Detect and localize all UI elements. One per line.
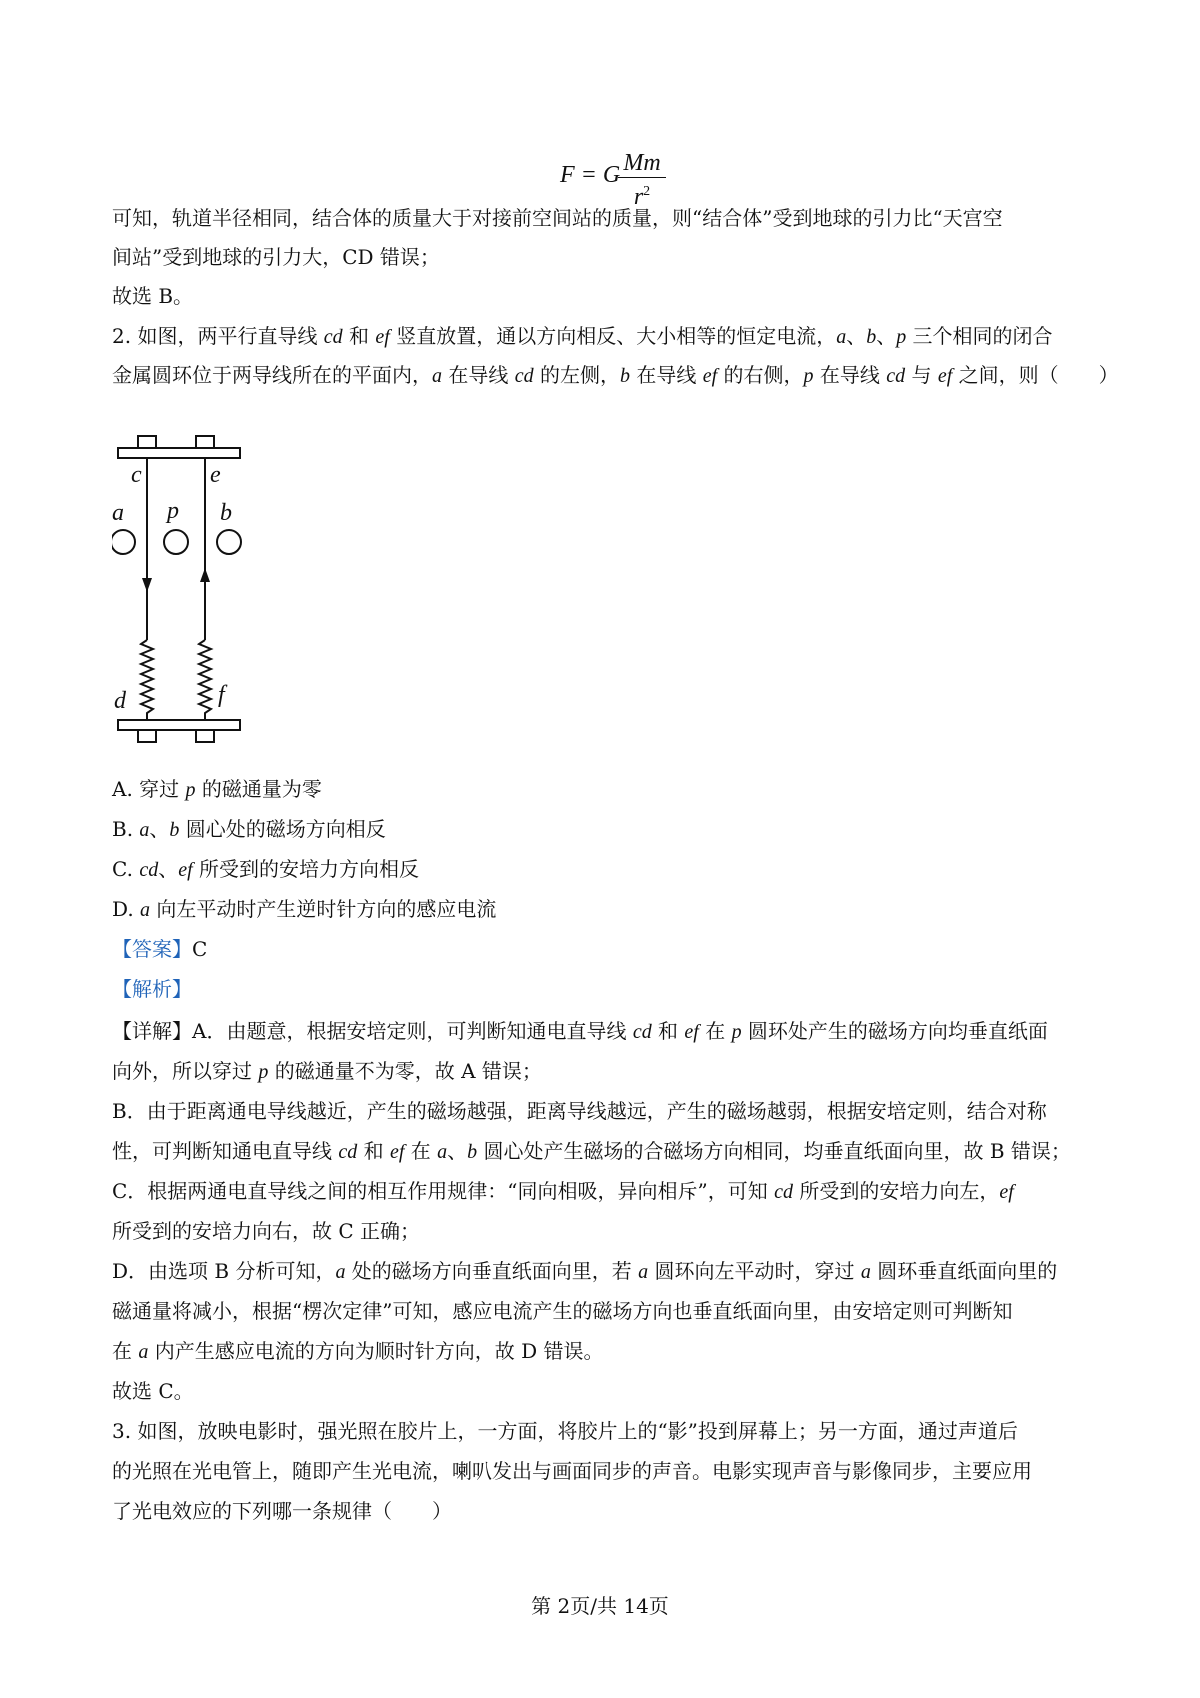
t: ef (999, 1181, 1014, 1203)
t: b (467, 1141, 478, 1163)
t: 向左平动时产生逆时针方向的感应电流 (150, 897, 497, 921)
t: ef (937, 365, 953, 387)
t: cd (632, 1021, 652, 1043)
t: 在导线 (629, 363, 703, 387)
t: 、 (149, 817, 170, 841)
t: b (169, 819, 180, 841)
answer-label: 【答案】 (112, 937, 192, 961)
formula-fraction (618, 150, 666, 210)
t: cd (139, 859, 159, 881)
t: p (896, 326, 907, 348)
t: a (860, 1261, 871, 1283)
t: a (138, 1341, 149, 1363)
q2-line2 (112, 361, 1119, 390)
t: 圆环处产生的磁场方向均垂直纸面 (741, 1019, 1048, 1043)
option-b (112, 815, 386, 844)
detail-line6: 所受到的安培力向右，故 C 正确； (112, 1219, 421, 1243)
label-d: d (114, 688, 126, 714)
t: A. 穿过 (112, 777, 186, 801)
t: p (258, 1061, 269, 1083)
t: 在导线 (813, 363, 887, 387)
q3-line3: 了光电效应的下列哪一条规律（ ） (112, 1499, 452, 1523)
t: p (185, 779, 196, 801)
bottom-plate (118, 720, 240, 730)
detail-line10: 故选 C。 (112, 1379, 194, 1403)
t: 内产生感应电流的方向为顺时针方向，故 D 错误。 (148, 1339, 604, 1363)
t: cd (514, 365, 534, 387)
detail-line2 (112, 1057, 542, 1086)
t: b (619, 365, 630, 387)
t: 【详解】A．由题意，根据安培定则，可判断知通电直导线 (112, 1019, 633, 1043)
t: ef (684, 1021, 699, 1043)
t: 圆心处的磁场方向相反 (179, 817, 386, 841)
t: 的右侧， (717, 363, 804, 387)
spring-left (141, 640, 153, 720)
t: p (731, 1021, 742, 1043)
t: 、 (846, 324, 867, 348)
t: a (437, 1141, 448, 1163)
t: ef (702, 365, 718, 387)
page-footer: 第 2页/共 14页 (531, 1594, 669, 1618)
formula-lhs: F = G (560, 162, 621, 188)
t: 圆环垂直纸面向里的 (870, 1259, 1058, 1283)
formula-power: 2 (643, 184, 651, 199)
t: 处的磁场方向垂直纸面向里，若 (345, 1259, 639, 1283)
detail-line3: B．由于距离通电导线越近，产生的磁场越强，距离导线越远，产生的磁场越弱，根据安培定则，结合对称 (112, 1099, 1047, 1123)
option-d (112, 895, 496, 924)
t: p (803, 365, 814, 387)
ring-a (112, 530, 135, 554)
ring-b (217, 530, 241, 554)
ring-p (164, 530, 188, 554)
detail-line4 (112, 1137, 1071, 1166)
detail-line9 (112, 1337, 603, 1366)
formula-den-var: r (633, 184, 644, 210)
answer-line (112, 935, 207, 963)
q3-line1: 3. 如图，放映电影时，强光照在胶片上，一方面，将胶片上的“影”投到屏幕上；另一方面，通过声道后 (112, 1419, 1018, 1443)
t: ef (389, 1141, 405, 1163)
t: a (638, 1261, 649, 1283)
t: a (836, 326, 847, 348)
t: a (139, 819, 150, 841)
arrow-down-icon (142, 578, 152, 592)
t: D. (112, 897, 141, 921)
label-c: c (131, 462, 142, 488)
parallel-wires-figure (112, 430, 262, 760)
t: 所受到的安培力方向相反 (192, 857, 419, 881)
t: 的左侧， (533, 363, 620, 387)
t: 在 (404, 1139, 438, 1163)
t: 竖直放置，通以方向相反、大小相等的恒定电流， (389, 324, 837, 348)
arrow-up-icon (200, 568, 210, 582)
q2-line1 (112, 322, 1053, 351)
t: cd (338, 1141, 358, 1163)
t: 和 (342, 324, 376, 348)
t: cd (774, 1181, 793, 1203)
fraction-bar (618, 177, 666, 178)
t: 所受到的安培力向左， (793, 1179, 1000, 1203)
label-b: b (220, 500, 232, 526)
label-p: p (167, 498, 179, 524)
t: cd (886, 365, 906, 387)
t: 向外，所以穿过 (112, 1059, 259, 1083)
label-e: e (210, 462, 221, 488)
t: 和 (651, 1019, 685, 1043)
detail-line5 (112, 1177, 1014, 1206)
detail-line8: 磁通量将减小，根据“楞次定律”可知，感应电流产生的磁场方向也垂直纸面向里，由安培定则可判断知 (112, 1299, 1013, 1323)
bottom-terminal-right (196, 730, 214, 742)
label-a: a (112, 500, 124, 526)
detail-line1 (112, 1017, 1048, 1046)
t: 圆心处产生磁场的合磁场方向相同，均垂直纸面向里，故 B 错误； (477, 1139, 1071, 1163)
t: 金属圆环位于两导线所在的平面内， (112, 363, 432, 387)
p1-line1: 可知，轨道半径相同，结合体的质量大于对接前空间站的质量，则“结合体”受到地球的引力比“天宫空 (112, 206, 1003, 230)
t: B. (112, 817, 140, 841)
t: a (432, 365, 442, 387)
option-c (112, 855, 419, 884)
t: b (866, 326, 877, 348)
answer-value: C (192, 937, 208, 961)
formula-numerator: Mm (623, 150, 661, 176)
t: ef (375, 326, 390, 348)
top-terminal-left (138, 436, 156, 448)
t: 在 (112, 1339, 139, 1363)
t: 在导线 (442, 363, 515, 387)
option-a (112, 775, 322, 804)
t: 2. 如图，两平行直导线 (112, 324, 324, 348)
t: 之间，则（ ） (952, 363, 1119, 387)
t: a (140, 899, 151, 921)
t: cd (323, 326, 343, 348)
t: 圆环向左平动时，穿过 (648, 1259, 861, 1283)
t: a (335, 1261, 346, 1283)
t: 的磁通量为零 (195, 777, 322, 801)
t: 三个相同的闭合 (906, 324, 1053, 348)
spring-right (199, 640, 211, 720)
p1-line3: 故选 B。 (112, 284, 194, 308)
t: D．由选项 B 分析可知， (112, 1259, 336, 1283)
top-plate (118, 448, 240, 458)
t: C. (112, 857, 140, 881)
t: 、 (447, 1139, 468, 1163)
t: 、 (158, 857, 179, 881)
analysis-label: 【解析】 (112, 977, 192, 1001)
t: 、 (876, 324, 897, 348)
t: 和 (357, 1139, 390, 1163)
p1-line2: 间站”受到地球的引力大，CD 错误； (112, 245, 440, 269)
label-f: f (218, 682, 225, 708)
t: ef (178, 859, 193, 881)
bottom-terminal-left (138, 730, 156, 742)
detail-line7 (112, 1257, 1057, 1286)
t: 的磁通量不为零，故 A 错误； (268, 1059, 542, 1083)
t: C．根据两通电直导线之间的相互作用规律：“同向相吸，异向相斥”，可知 (112, 1179, 775, 1203)
t: 与 (905, 363, 938, 387)
top-terminal-right (196, 436, 214, 448)
t: 在 (698, 1019, 732, 1043)
t: 性，可判断知通电直导线 (112, 1139, 339, 1163)
q3-line2: 的光照在光电管上，随即产生光电流，喇叭发出与画面同步的声音。电影实现声音与影像同步，主要应用 (112, 1459, 1032, 1483)
